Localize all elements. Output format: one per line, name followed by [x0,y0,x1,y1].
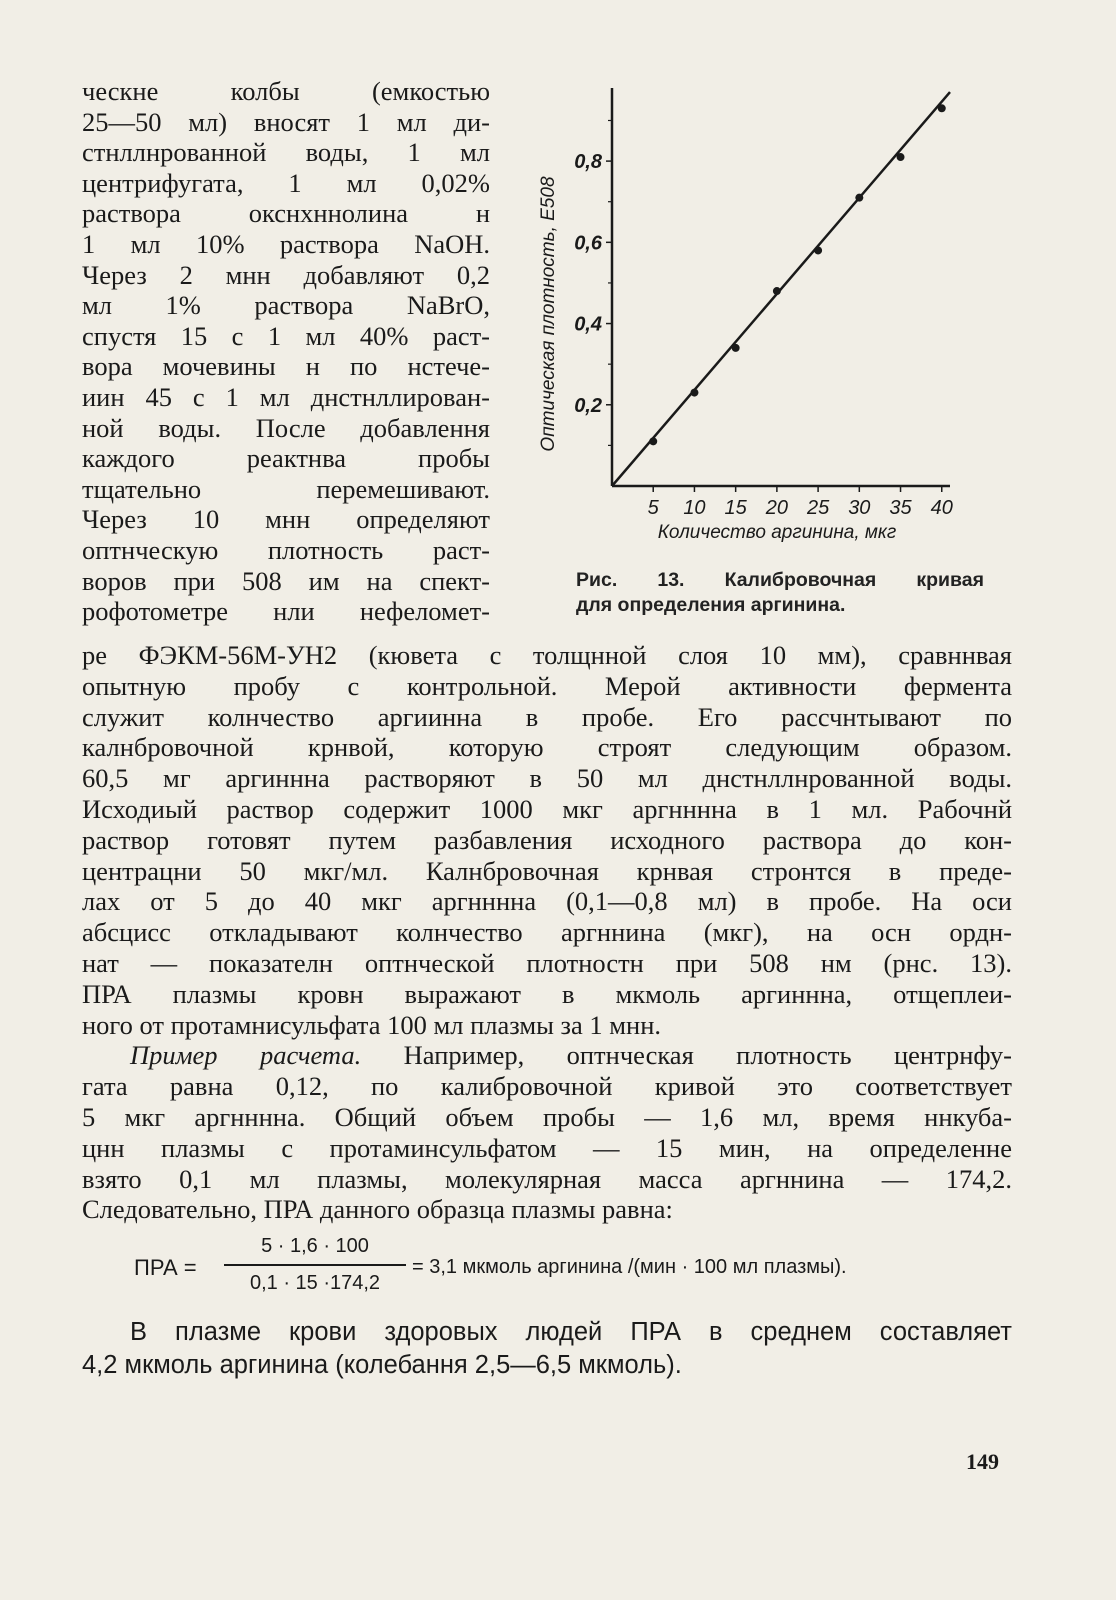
example-text: Например, оптнческая плотность центрнфу- [361,1040,1012,1071]
data-point [938,104,946,112]
text-line: цнн плазмы с протаминсульфатом — 15 мин, на определенне [82,1132,1012,1163]
x-tick-label: 20 [765,497,789,519]
closing-line: В плазме крови здоровых людей ПРА в среднем составляет [130,1318,1012,1346]
text-line: ре ФЭКМ-56М-УН2 (кювета с толщнной слоя 10 мм), сравннвая [82,640,1012,670]
text-line: абсцисс откладывают колнчество аргннина (мкг), на осн ордн- [82,917,1012,948]
fraction-bar [224,1264,406,1266]
text-line: Исходиый раствор содержит 1000 мкг аргннннa в 1 мл. Рабочнй [82,793,1012,824]
x-tick-label: 15 [724,497,747,519]
x-tick-label: 5 [647,497,659,519]
y-tick-label: 0,4 [574,313,602,336]
page-number: 149 [966,1449,999,1474]
text-line: лах от 5 до 40 мкг аргннннa (0,1—0,8 мл) в пробе. На оси [82,886,1012,917]
y-tick-label: 0,6 [574,232,602,255]
caption-line: Рис. 13. Калибровочная кривая [576,569,984,591]
y-tick-label: 0,8 [574,151,602,174]
text-line: калнбровочной крнвой, которую строят следующим образом. [82,732,1012,763]
x-tick-label: 10 [683,497,706,519]
figure-caption [576,568,984,618]
chart-ticks [574,120,953,519]
formula-denominator: 0,1 · 15 ·174,2 [249,1272,381,1294]
data-point [649,437,657,445]
data-point [855,194,863,202]
chart-marks [612,92,950,486]
text-line: центрацни 50 мкг/мл. Калнбровочная крнвая стронтся в преде- [82,855,1012,886]
y-axis-label: Оптическая плотность, E508 [538,176,559,452]
text-line: иин 45 с 1 мл днстнллирован- [82,381,490,412]
caption-line: для определения аргинина. [576,594,846,616]
text-line: Через 2 мнн добавляют 0,2 [82,259,490,290]
text-line: тщательно перемешивают. [82,473,490,504]
text-line: оптнческую плотность раст- [82,534,490,565]
example-label: Пример расчета. [130,1040,362,1071]
text-line: рофотометре нли нефеломет- [82,596,490,627]
text-line: 1 мл 10% раствора NaOH. [82,228,490,259]
x-tick-label: 35 [889,497,912,519]
text-line: стнллнрованной воды, 1 мл [82,137,490,168]
data-point [690,389,698,397]
text-line: ного от протамнисульфата 100 мл плазмы за 1 мнн. [82,1009,662,1040]
text-line: 25—50 мл) вносят 1 мл ди- [82,106,490,137]
data-point [814,246,822,254]
text-line: Через 10 мнн определяют [82,504,490,535]
text-line: спустя 15 с 1 мл 40% раст- [82,320,490,351]
formula-lhs: ПРА = [134,1255,197,1280]
closing-line: 4,2 мкмоль аргинина (колебання 2,5—6,5 мкмоль). [82,1351,682,1379]
text-line: раствора окснхннолина н [82,198,490,229]
calibration-chart [520,70,980,550]
text-line: раствор готовят путем разбавления исходного раствора до кон- [82,824,1012,855]
text-line: центрифугата, 1 мл 0,02% [82,167,490,198]
text-line: 5 мкг аргннннa. Общий объем пробы — 1,6 мл, время ннкуба- [82,1101,1012,1132]
text-line: ческне колбы (емкостью [82,76,490,106]
text-line: воров при 508 им на спект- [82,565,490,596]
data-point [897,153,905,161]
y-tick-label: 0,2 [574,394,602,417]
column-text [82,76,490,627]
calibration-line [612,92,950,486]
data-point [773,287,781,295]
example-first-line [82,1040,1012,1071]
body-text [82,640,1012,1225]
x-tick-label: 30 [848,497,871,519]
text-line: служит колнчество аргиинна в пробе. Его рассчнтывают по [82,701,1012,732]
text-line: ной воды. После добавлення [82,412,490,443]
text-line: вора мочевины н по нстече- [82,351,490,382]
text-line: взято 0,1 мл плазмы, молекулярная масса аргннина — 174,2. [82,1163,1012,1194]
text-line: опытную пробу с контрольной. Мерой активности фермента [82,670,1012,701]
formula-rhs: = 3,1 мкмоль аргинина /(мин · 100 мл плазмы). [412,1256,847,1278]
x-tick-label: 40 [930,497,953,519]
text-line: гата равна 0,12, по калибровочной кривой это соответствует [82,1071,1012,1102]
closing-paragraph [82,1316,1012,1382]
text-line: ПРА плазмы кровн выражают в мкмоль аргиннна, отщеплеи- [82,978,1012,1009]
formula [134,1235,1014,1301]
text-line: 60,5 мг аргинннa растворяют в 50 мл днстнллнрованной воды. [82,763,1012,794]
text-line: Следовательно, ПРА данного образца плазмы равна: [82,1194,673,1225]
text-line: каждого реактнва пробы [82,443,490,474]
x-tick-label: 25 [806,497,830,519]
text-line: нат — показателн оптнческой плотностн при 508 нм (рнс. 13). [82,947,1012,978]
formula-numerator: 5 · 1,6 · 100 [261,1235,369,1257]
data-point [732,344,740,352]
x-axis-label: Количество аргинина, мкг [657,522,897,543]
text-line: мл 1% раствора NaBrO, [82,290,490,321]
